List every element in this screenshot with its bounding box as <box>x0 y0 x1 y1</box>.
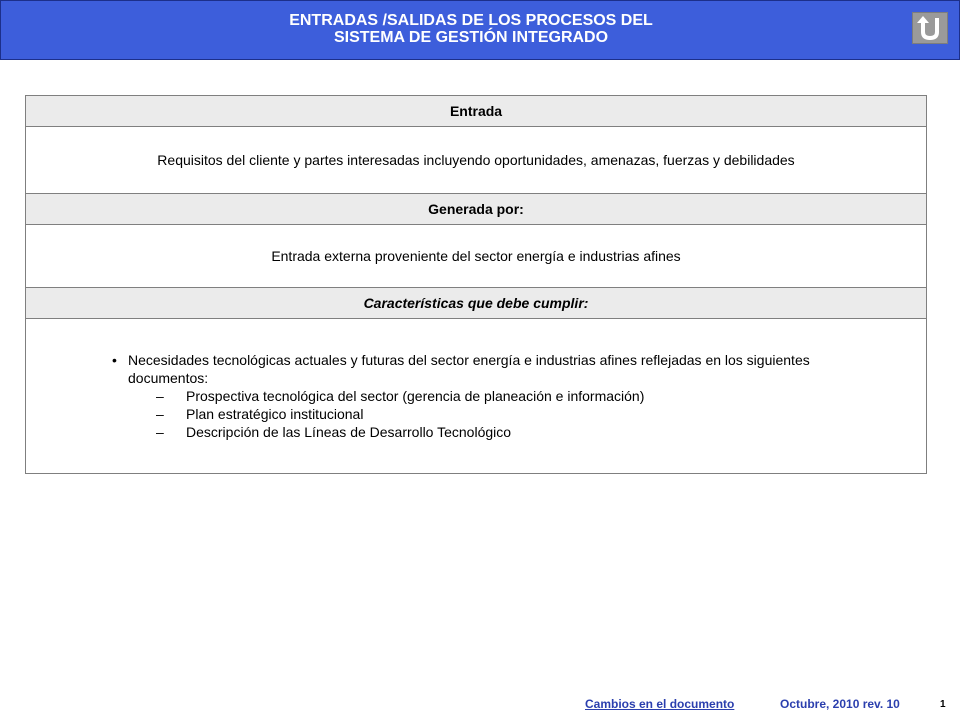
caracteristicas-body <box>26 319 926 473</box>
sub-item-text: Plan estratégico institucional <box>186 406 364 422</box>
back-button[interactable] <box>912 12 948 44</box>
page-number: 1 <box>940 699 946 710</box>
dash-marker: – <box>156 406 164 422</box>
io-table <box>25 95 927 474</box>
dash-marker: – <box>156 424 164 440</box>
bullet-text-line-1: Necesidades tecnológicas actuales y futuras del sector energía e industrias afines reflejadas en los siguientes <box>128 352 810 368</box>
sub-item-text: Prospectiva tecnológica del sector (gerencia de planeación e información) <box>186 388 645 404</box>
dash-marker: – <box>156 388 164 404</box>
list-item <box>112 405 912 423</box>
requirements-list <box>112 351 912 441</box>
page-title <box>1 12 941 46</box>
list-item <box>112 423 912 441</box>
revision-date: Octubre, 2010 rev. 10 <box>780 697 900 711</box>
caracteristicas-header: Características que debe cumplir: <box>26 288 926 319</box>
generada-text: Entrada externa proveniente del sector energía e industrias afines <box>26 225 926 288</box>
generada-header: Generada por: <box>26 194 926 225</box>
title-line-1: ENTRADAS /SALIDAS DE LOS PROCESOS DEL <box>289 12 653 29</box>
entrada-header: Entrada <box>26 96 926 127</box>
bullet-marker: • <box>112 352 117 368</box>
bullet-text-line-2: documentos: <box>128 370 209 386</box>
title-line-2: SISTEMA DE GESTIÓN INTEGRADO <box>333 29 609 46</box>
sub-item-text: Descripción de las Líneas de Desarrollo Tecnológico <box>186 424 512 440</box>
document-changes-link[interactable]: Cambios en el documento <box>585 697 735 711</box>
header-bar <box>0 0 960 60</box>
u-turn-back-icon <box>913 13 947 43</box>
list-item <box>112 387 912 405</box>
list-item <box>112 351 912 387</box>
entrada-text: Requisitos del cliente y partes interesadas incluyendo oportunidades, amenazas, fuerzas y debilidades <box>26 127 926 194</box>
